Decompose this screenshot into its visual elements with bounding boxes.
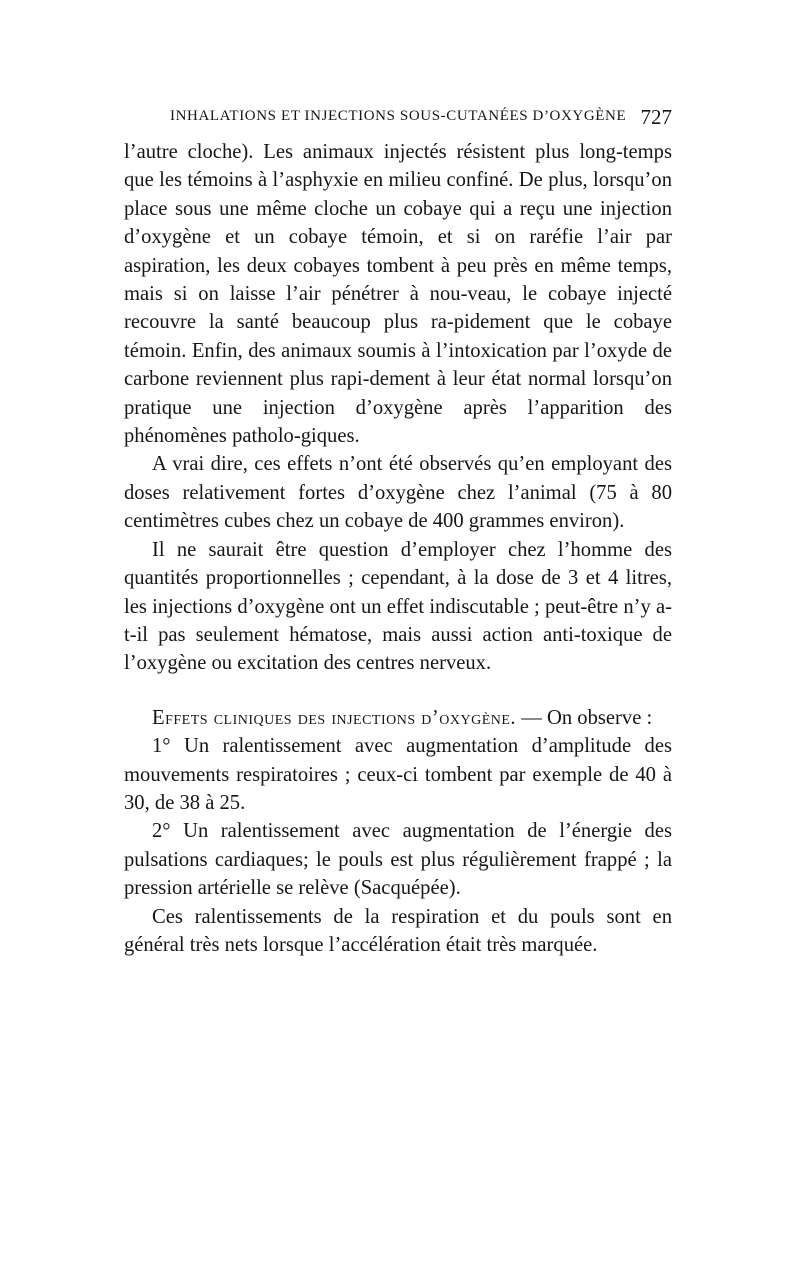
running-head [124, 105, 672, 132]
list-item: 2° Un ralentissement avec augmentation de l’énergie des pulsations cardiaques; le pouls est plus régulièrement frappé ; la pression artérielle se relève (Sacquépée). [124, 820, 672, 900]
paragraph-continued: l’autre cloche). Les animaux injectés résistent plus long-temps que les témoins à l’asphyxie en milieu confiné. De plus, lorsqu’on place sous une même cloche un cobaye qui a reçu une injection d’oxygène et un cobaye témoin, et si on raréfie l’air par aspiration, les deux cobayes tombent à peu près en même temps, mais si on laisse l’air pénétrer à nou-veau, le cobaye injecté recouvre la santé beaucoup plus ra-pidement que le cobaye témoin. Enfin, des animaux soumis à l’intoxication par l’oxyde de carbone reviennent plus rapi-dement à leur état normal lorsqu’on pratique une injection d’oxygène après l’apparition des phénomènes patholo-giques. [124, 141, 672, 448]
section-heading: Effets cliniques des injections d’oxygène. [152, 706, 517, 729]
list-item: 1° Un ralentissement avec augmentation d’amplitude des mouvements respiratoires ; ceux-ci tombent par exemple de 40 à 30, de 38 à 25. [124, 735, 672, 814]
body-text [124, 138, 672, 959]
page-number: 727 [640, 105, 672, 129]
paragraph: A vrai dire, ces effets n’ont été observés qu’en employant des doses relativement fortes d’oxygène chez l’animal (75 à 80 centimètres cubes chez un cobaye de 400 grammes environ). [124, 453, 672, 533]
paragraph: Il ne saurait être question d’employer chez l’homme des quantités proportionnelles ; cependant, à la dose de 3 et 4 litres, les injections d’oxygène ont un effet indiscutable ; peut-être n’y a-t-il pas seulement hématose, mais aussi action anti-toxique de l’oxygène ou excitation des centres nerveux. [124, 538, 672, 675]
book-page [124, 105, 672, 959]
paragraph: Ces ralentissements de la respiration et du pouls sont en général très nets lorsque l’accélération était très marquée. [124, 905, 672, 956]
section-lead: — On observe : [516, 706, 653, 729]
section-spacer [124, 678, 672, 704]
running-title: INHALATIONS ET INJECTIONS SOUS-CUTANÉES D’OXYGÈNE [170, 108, 627, 124]
section-heading-line [124, 704, 672, 732]
